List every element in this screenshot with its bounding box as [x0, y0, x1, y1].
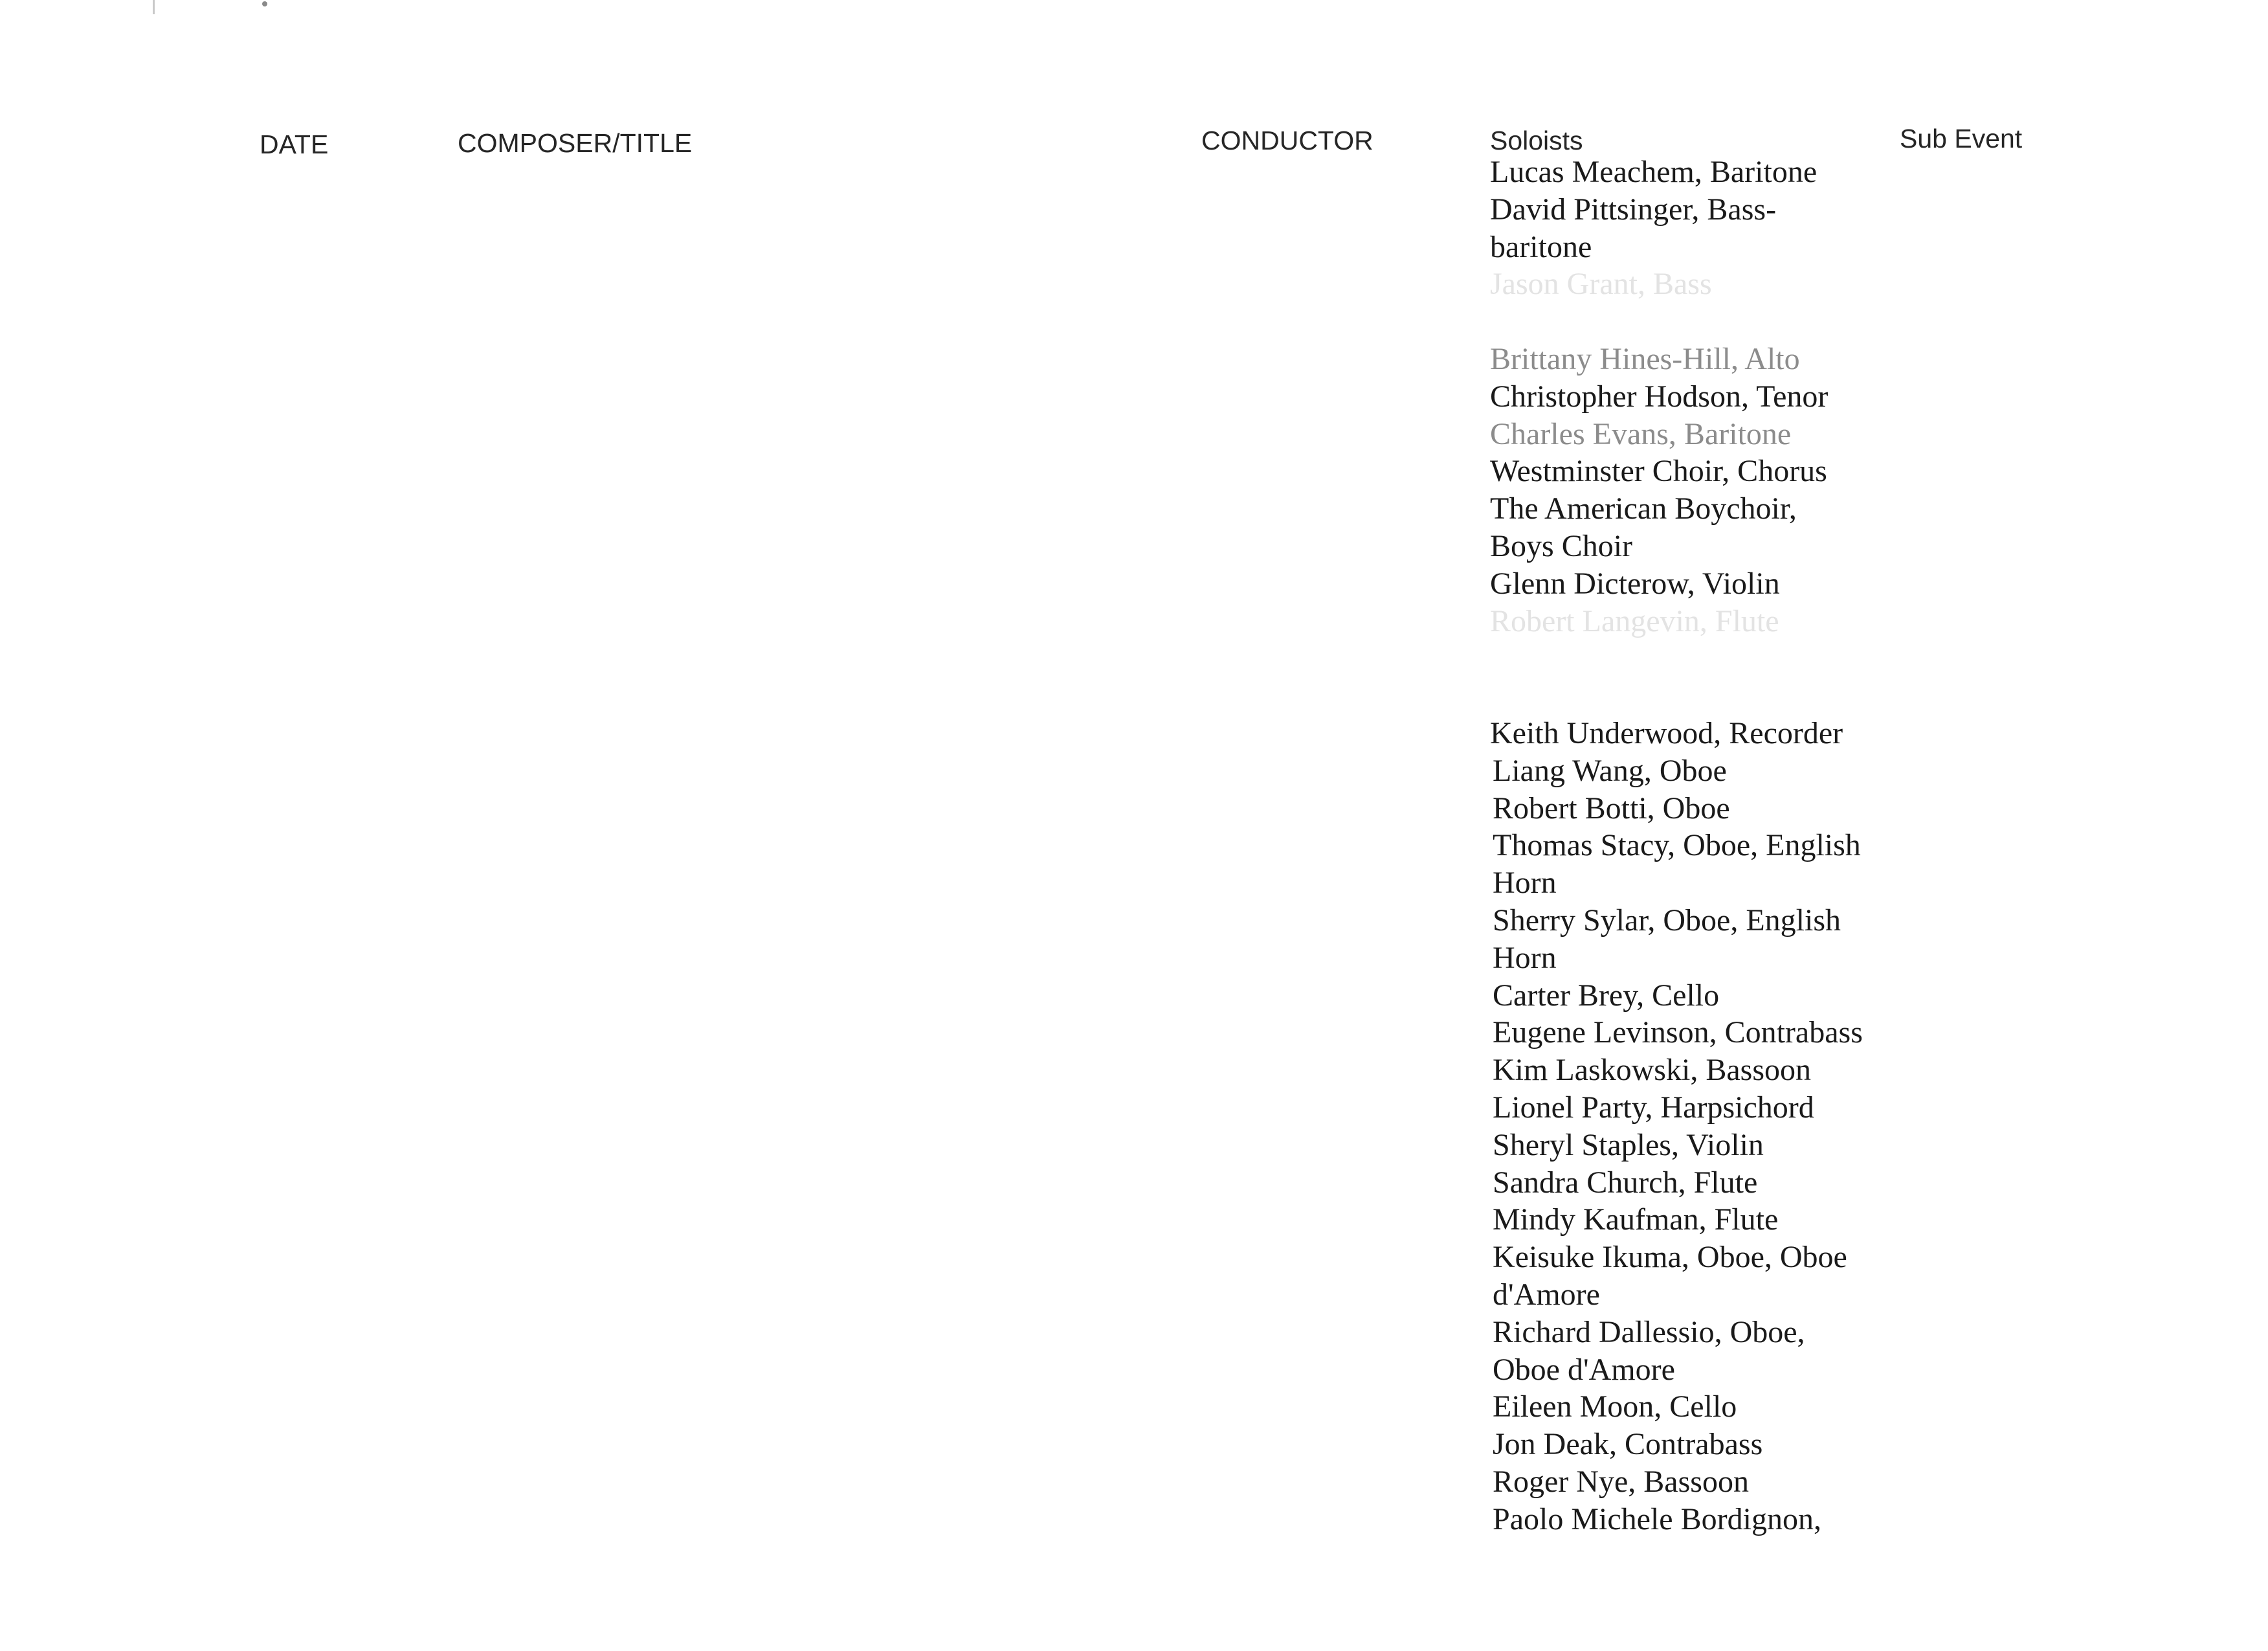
soloists-list	[1490, 153, 1904, 1538]
soloist-line	[1490, 303, 1904, 341]
soloist-line: Lionel Party, Harpsichord	[1493, 1090, 1814, 1125]
soloist-line: Charles Evans, Baritone	[1490, 416, 1792, 451]
soloist-line: Brittany Hines-Hill, Alto	[1490, 341, 1800, 376]
soloist-line: d'Amore	[1493, 1277, 1600, 1312]
soloist-line: Roger Nye, Bassoon	[1493, 1464, 1749, 1499]
soloist-line: Liang Wang, Oboe	[1493, 753, 1727, 788]
column-header-conductor: CONDUCTOR	[1201, 126, 1373, 155]
soloist-line: baritone	[1490, 229, 1592, 264]
soloist-line: Jon Deak, Contrabass	[1493, 1427, 1763, 1462]
soloist-line: Thomas Stacy, Oboe, English	[1493, 828, 1861, 863]
soloist-line: Eugene Levinson, Contrabass	[1493, 1015, 1863, 1050]
soloist-line: Mindy Kaufman, Flute	[1493, 1202, 1779, 1237]
soloist-line: Horn	[1493, 866, 1557, 901]
soloist-line: Keisuke Ikuma, Oboe, Oboe	[1493, 1240, 1847, 1275]
soloist-line: The American Boychoir,	[1490, 491, 1797, 526]
soloist-line: Glenn Dicterow, Violin	[1490, 566, 1780, 601]
soloist-line: Robert Botti, Oboe	[1493, 791, 1730, 826]
soloist-line: Lucas Meachem, Baritone	[1490, 155, 1818, 189]
soloist-line: Kim Laskowski, Bassoon	[1493, 1053, 1811, 1088]
soloist-line: Keith Underwood, Recorder	[1490, 715, 1843, 750]
soloist-line: Robert Langevin, Flute	[1490, 603, 1779, 638]
column-header-composer-title: COMPOSER/TITLE	[458, 128, 693, 158]
scan-artifact-dot	[262, 1, 267, 6]
soloist-line	[1490, 677, 1904, 715]
soloist-line: Paolo Michele Bordignon,	[1493, 1501, 1821, 1536]
column-header-soloists: Soloists	[1490, 126, 1583, 155]
soloist-line: Carter Brey, Cello	[1493, 978, 1720, 1013]
soloist-line: Westminster Choir, Chorus	[1490, 454, 1827, 489]
soloist-line: David Pittsinger, Bass-	[1490, 192, 1777, 227]
column-header-sub-event: Sub Event	[1900, 124, 2023, 153]
soloist-line: Sheryl Staples, Violin	[1493, 1127, 1764, 1162]
soloist-line: Christopher Hodson, Tenor	[1490, 379, 1829, 414]
soloist-line: Richard Dallessio, Oboe,	[1493, 1314, 1805, 1349]
soloist-line: Oboe d'Amore	[1493, 1352, 1675, 1387]
soloist-line: Jason Grant, Bass	[1490, 267, 1712, 302]
soloist-line: Horn	[1493, 940, 1557, 975]
soloist-line	[1490, 640, 1904, 677]
soloist-line: Boys Choir	[1490, 528, 1633, 563]
soloist-line: Eileen Moon, Cello	[1493, 1389, 1737, 1424]
column-header-date: DATE	[260, 129, 329, 159]
soloist-line: Sherry Sylar, Oboe, English	[1493, 903, 1841, 938]
scan-artifact-line	[153, 0, 155, 14]
soloist-line: Sandra Church, Flute	[1493, 1165, 1758, 1200]
